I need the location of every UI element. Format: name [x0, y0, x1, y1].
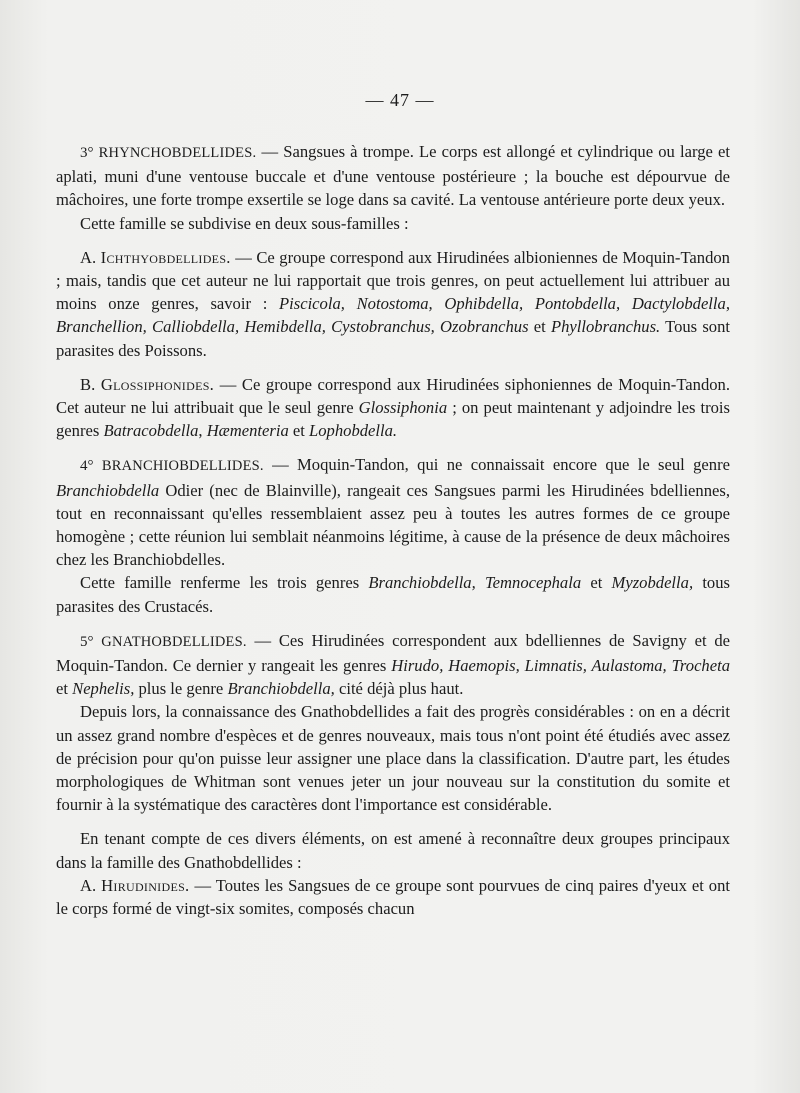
genus-name: Nephelis,	[72, 679, 135, 699]
conjunction: et	[581, 573, 612, 593]
paragraph-subdivision	[56, 212, 730, 235]
genus-name: Lophobdella.	[309, 421, 398, 441]
genus-name: Glossiphonia	[358, 398, 448, 418]
paragraph-family-genera	[56, 571, 730, 617]
section-number: 5°	[80, 633, 94, 650]
paragraph-two-groups	[56, 827, 730, 873]
paragraph-text: plus le genre	[134, 679, 228, 699]
paragraph-text: tous parasites des Crustacés.	[56, 573, 730, 616]
paragraph-text: ; on peut maintenant y adjoindre les trois genres	[56, 398, 730, 441]
genus-name: Branchiobdella	[56, 480, 160, 500]
paragraph-rhynchobdellides	[56, 140, 730, 212]
section-number: 4°	[80, 458, 94, 475]
section-heading-gnathobdellides: GNATHOBDELLIDES.	[101, 633, 247, 650]
conjunction: et	[56, 679, 73, 699]
paragraph-glossiphonides	[56, 373, 730, 443]
subsection-heading-glossiphonides: Glossiphonides.	[100, 374, 215, 394]
paragraph-text: — Toutes les Sangsues de ce groupe sont pourvues de cinq paires d'yeux et ont le corps formé de vingt-six somites, composés chacun	[56, 875, 730, 919]
paragraph-text: — Ce groupe correspond aux Hirudinées siphoniennes de Moquin-Tandon. Cet auteur ne lui attribuait que le seul genre	[56, 374, 731, 418]
subsection-letter: A.	[80, 875, 97, 895]
genus-name: Hæmenteria	[206, 421, 289, 441]
paragraph-text: Cette famille renferme les trois genres	[80, 573, 369, 593]
subsection-letter: B.	[80, 374, 96, 394]
section-heading-rhynchobdellides: RHYNCHOBDELLIDES.	[98, 145, 257, 161]
paragraph-progress	[56, 700, 730, 816]
paragraph-ichthyobdellides	[56, 246, 730, 362]
paragraph-text: — Ce groupe correspond aux Hirudinées albioniennes de Moquin-Tandon ; mais, tandis que cet auteur ne lui rapportait que trois genres, on peut actuellement lui attribuer au moins onze genres, savoir :	[56, 247, 730, 314]
paragraph-hirudinides	[56, 874, 730, 920]
paragraph-text: — Moquin-Tandon, qui ne connaissait encore que le seul genre	[263, 455, 730, 475]
subsection-letter: A.	[80, 247, 97, 267]
paragraph-text: Cette famille se subdivise en deux sous-familles :	[80, 213, 409, 233]
paragraph-text: En tenant compte de ces divers éléments, on est amené à reconnaître deux groupes principaux dans la famille des Gnathobdellides :	[56, 829, 730, 872]
section-number: 3°	[80, 145, 94, 161]
paragraph-text: Tous sont parasites des Poissons.	[56, 317, 731, 360]
conjunction: et	[528, 317, 551, 337]
separator: ,	[198, 421, 207, 441]
paragraph-gnathobdellides	[56, 629, 730, 701]
subsection-heading-hirudinides: Hirudinides.	[101, 875, 190, 895]
genus-name: Myzobdella,	[611, 573, 694, 593]
paragraph-branchiobdellides	[56, 453, 730, 571]
genus-list: Branchiobdella, Temnocephala	[368, 573, 582, 593]
conjunction: et	[288, 421, 310, 441]
genus-list: Hirudo, Haemopis, Limnatis, Aulastoma, Trocheta	[391, 656, 731, 676]
paragraph-text: Odier (nec de Blainville), rangeait ces Sangsues parmi les Hirudinées bdelliennes, tout en reconnaissant qu'elles ressemblaient assez peu à toutes les autres formes de ce groupe homogène ; cette réunion lui semblait néanmoins légitime, à cause de la présence de deux mâchoires chez les Branchiobdelles.	[56, 480, 730, 570]
genus-name: Branchiobdella,	[227, 679, 335, 699]
section-heading-branchiobdellides: BRANCHIOBDELLIDES.	[101, 458, 264, 475]
subsection-heading-ichthyobdellides: Ichthyobdellides.	[100, 247, 231, 267]
paragraph-text: cité déjà plus haut.	[334, 679, 464, 699]
page-number: — 47 —	[365, 90, 435, 110]
genus-name: Batracobdella	[103, 421, 199, 441]
paragraph-text: — Sangsues à trompe. Le corps est allongé et cylindrique ou large et aplati, muni d'une ventouse buccale et d'une ventouse postérieure ; la bouche est dépourvue de mâchoires, une forte trompe exsertile se loge dans sa cavité. La ventouse antérieure porte deux yeux.	[56, 142, 730, 210]
paragraph-text: Depuis lors, la connaissance des Gnathobdellides a fait des progrès considérables : on en a décrit un assez grand nombre d'espèces et de genres nouveaux, mais tous n'ont point été étudiés avec assez de précision pour qu'on puisse leur assigner une place dans la classification. D'autre part, les études morphologiques de Whitman sont venues jeter un jour nouveau sur la constitution du somite et fournir à la systématique des caractères dont l'importance est considérable.	[56, 702, 730, 815]
genus-name: Phyllobranchus.	[550, 317, 661, 337]
genus-list: Piscicola, Notostoma, Ophibdella, Pontobdella, Dactylobdella, Branchellion, Calliobdella, Hemibdella, Cystobranchus, Ozobranchus	[56, 294, 730, 337]
paragraph-text: — Ces Hirudinées correspondent aux bdelliennes de Savigny et de Moquin-Tandon. Ce dernier y rangeait les genres	[56, 630, 731, 676]
body-text	[56, 140, 730, 920]
